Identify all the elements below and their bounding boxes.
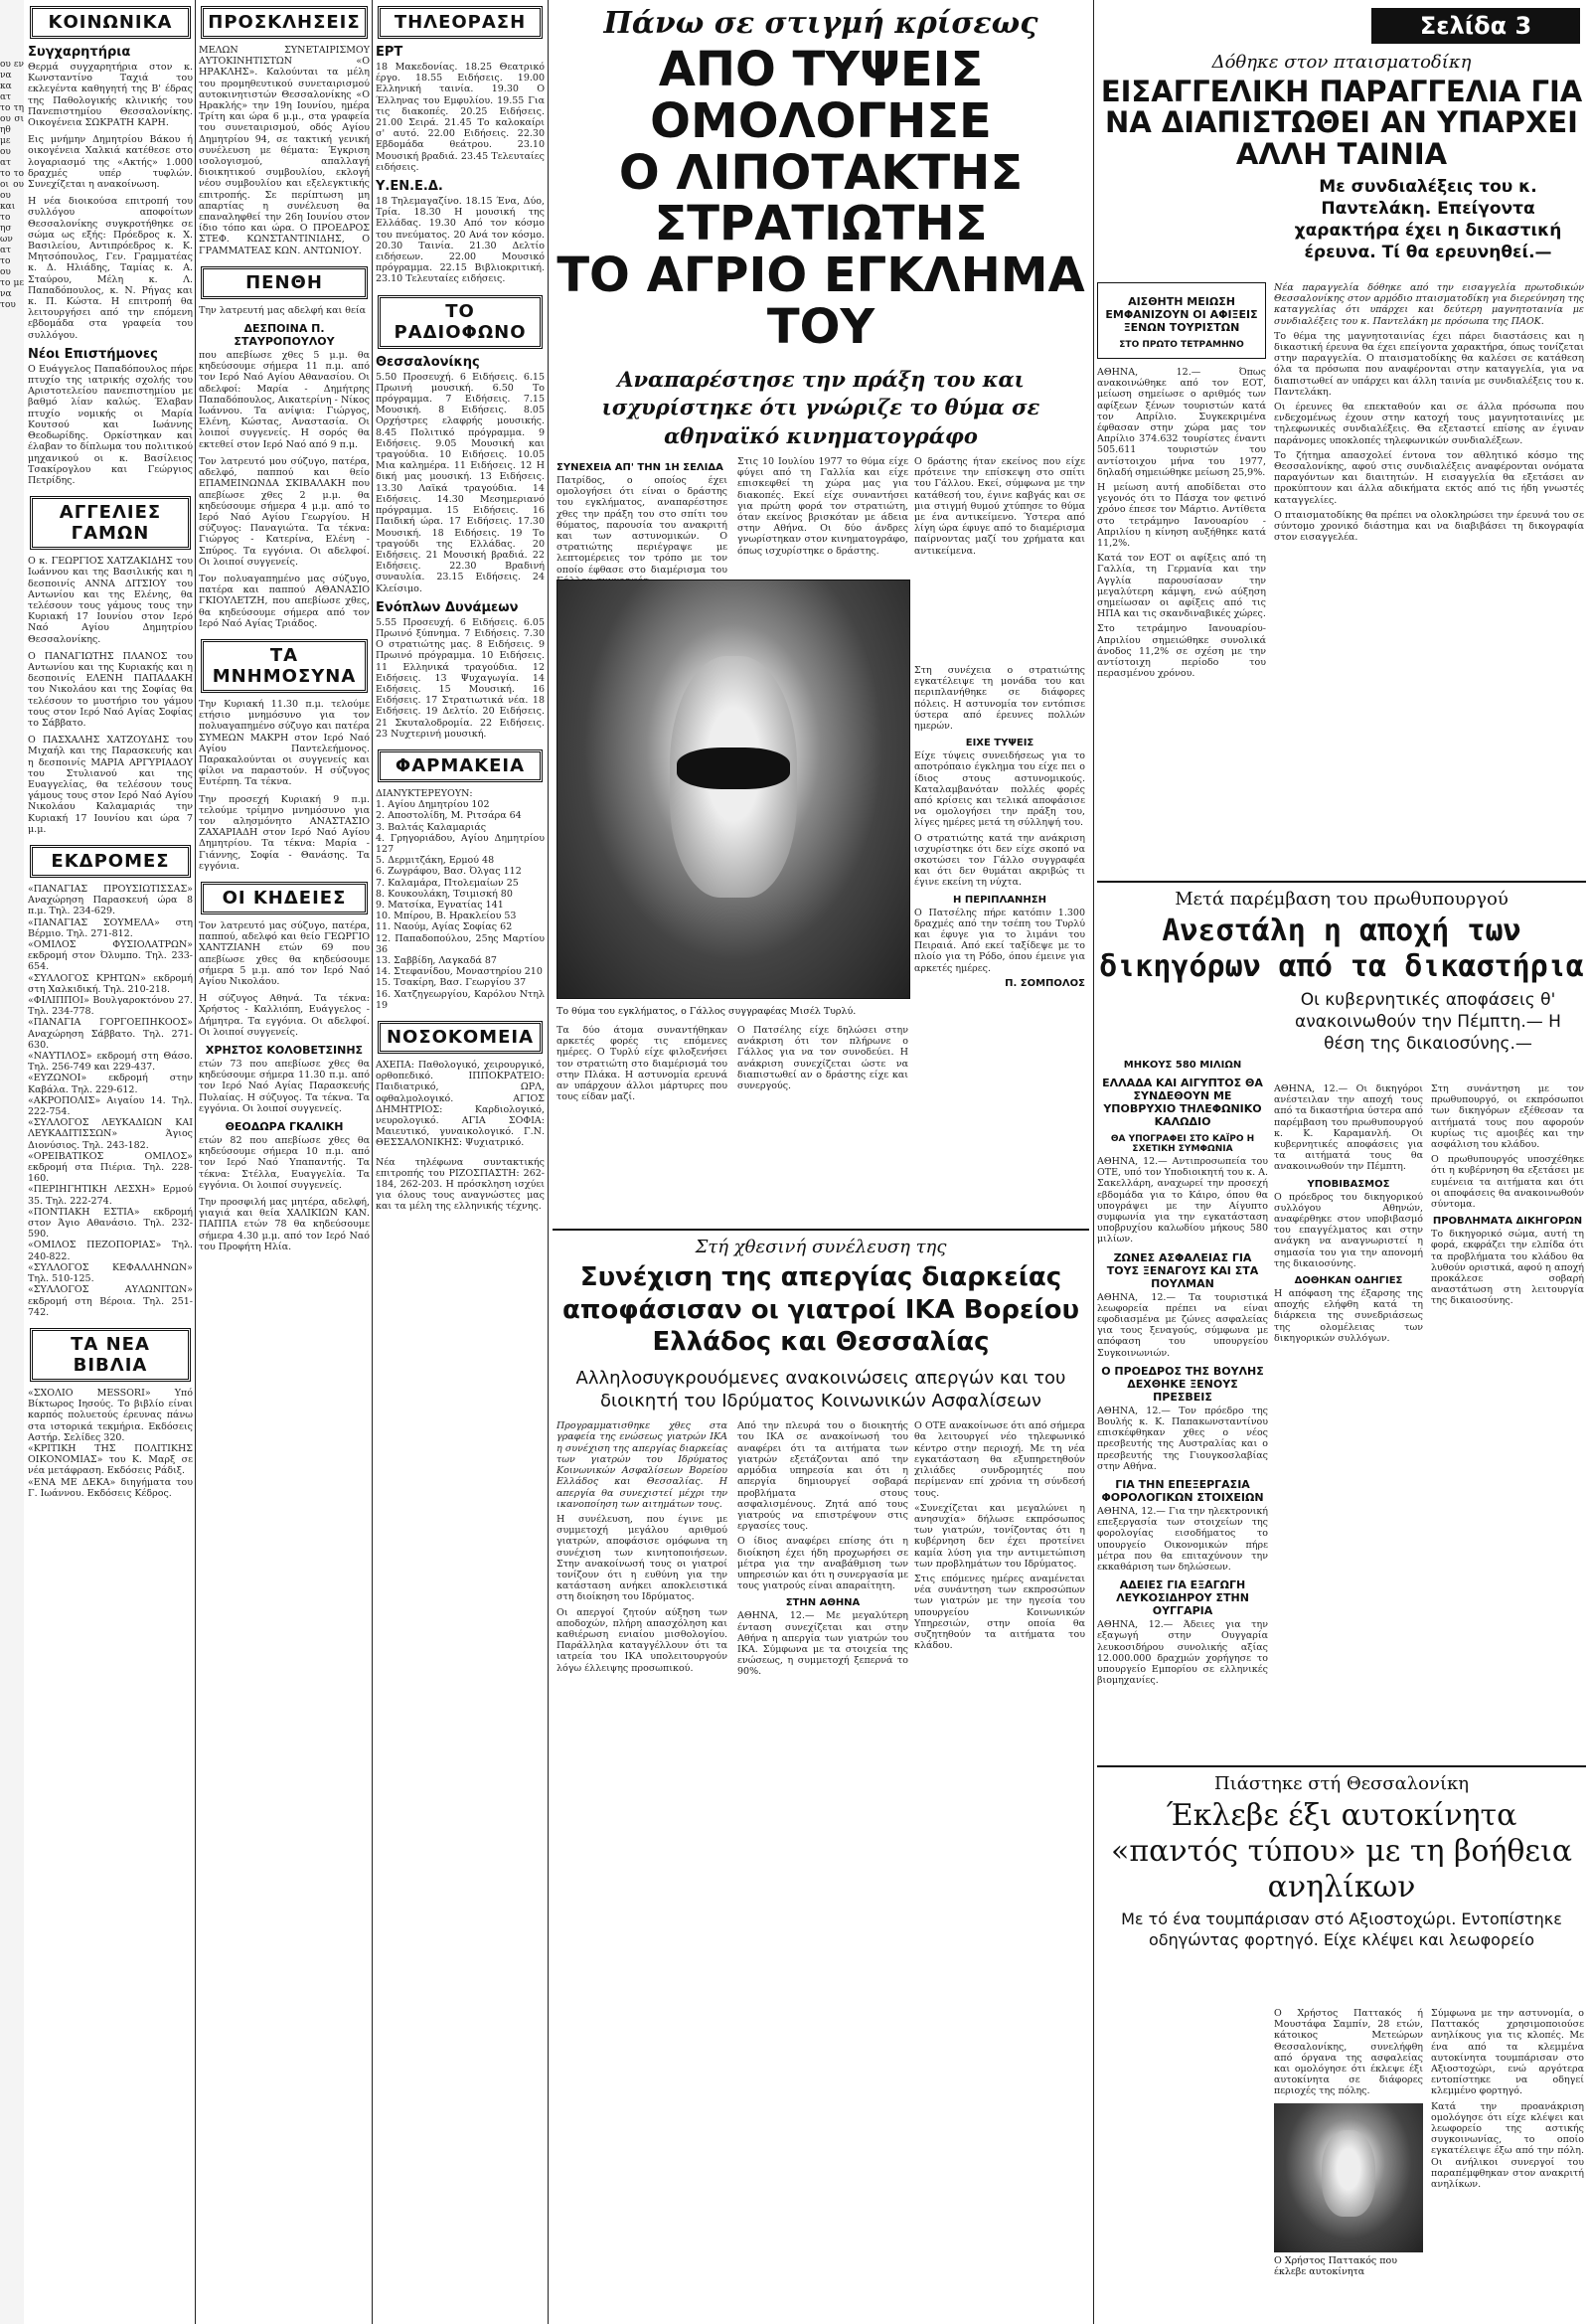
section-hospitals: ΝΟΣΟΚΟΜΕΙΑ — [378, 1021, 543, 1054]
section-excursions: ΕΚΔΡΟΜΕΣ — [30, 845, 191, 878]
lawyers-subhead-1: ΥΠΟΒΙΒΑΣΜΟΣ — [1307, 1178, 1390, 1190]
short-title-3: Ο ΠΡΟΕΔΡΟΣ ΤΗΣ ΒΟΥΛΗΣ ΔΕΧΘΗΚΕ ΞΕΝΟΥΣ ΠΡΕΣΒΕΙΣ — [1101, 1364, 1264, 1404]
ika-deck: Αλληλοσυγκρουόμενες ανακοινώσεις απεργών και του διοικητή του Ιδρύματος Κοινωνικών Ασφαλίσεων — [575, 1367, 1066, 1411]
main-headline-line-2: Ο ΛΙΠΟΤΑΚΤΗΣ ΣΤΡΑΤΙΩΤΗΣ — [618, 144, 1024, 252]
short-title-1c: ΘΑ ΥΠΟΓΡΑΦΕΙ ΣΤΟ ΚΑΪΡΟ Η ΣΧΕΤΙΚΗ ΣΥΜΦΩΝΙΑ — [1110, 1134, 1255, 1154]
continued-label: ΣΥΝΕΧΕΙΑ ΑΠ' ΤΗΝ 1Η ΣΕΛΙΔΑ — [556, 462, 723, 473]
section-television: ΤΗΛΕΟΡΑΣΗ — [378, 6, 543, 39]
short-title-1: ΜΗΚΟΥΣ 580 ΜΙΛΙΩΝ — [1123, 1060, 1242, 1071]
short-title-4: ΓΙΑ ΤΗΝ ΕΠΕΞΕΡΓΑΣΙΑ ΦΟΡΟΛΟΓΙΚΩΝ ΣΤΟΙΧΕΙΩΝ — [1101, 1478, 1264, 1505]
obituary-name-3: ΘΕΟΔΩΡΑ ΓΚΑΛΙΚΗ — [225, 1120, 344, 1134]
car-thief-story: Πιάστηκε στή Θεσσαλονίκη Έκλεβε έξι αυτοκίνητα «παντός τύπου» με τη βοήθεια ανηλίκων Με τό ένα τουμπάρισαν στό Αξιοστοχώρι. Εντοπίστηκε οδηγώντας φορτηγό. Είχε κλέψει και λεωφορείο Ο Χρήστος Παττακός ή Μουστάφα Σαμπίν, 28 ετών, κάτοικος Μετεώρων Θεσσαλονίκης, συνελήφθη από όργανα της ασφαλείας και ομολόγησε ότι έκλεψε έξι αυτοκίνητα σε διάφορες περιοχές της πόλης. Ο Χρήστος Παττακός που έκλεβε αυτοκίνητα Σύμφωνα με την αστυνομία, ο Παττακός χρησιμοποιούσε ανηλίκους για τις κλοπές. Με ένα από τα κλεμμένα αυτοκίνητα τουμπάρισαν στο Αξιοστοχώρι, ενώ αργότερα εντοπίστηκε να οδηγεί κλεμμένο φορτηγό. Κατά την προανάκριση ομολόγησε ότι είχε κλέψει και λεωφορείο της αστικής συγκοινωνίας, το οποίο εγκατέλειψε έξω από την πόλη. Οι ανήλικοι συνεργοί του παραπέμφθηκαν στον ανακριτή ανηλίκων. — [1097, 1759, 1586, 2324]
prosecutor-headline: ΕΙΣΑΓΓΕΛΙΚΗ ΠΑΡΑΓΓΕΛΙΑ ΓΙΑ ΝΑ ΔΙΑΠΙΣΤΩΘΕΙ ΑΝ ΥΠΑΡΧΕΙ ΑΛΛΗ ΤΑΙΝΙΑ — [1100, 75, 1583, 171]
short-news-column: ΜΗΚΟΥΣ 580 ΜΙΛΙΩΝ ΕΛΛΑΔΑ ΚΑΙ ΑΙΓΥΠΤΟΣ ΘΑ ΣΥΝΔΕΘΟΥΝ ΜΕ ΥΠΟΒΡΥΧΙΟ ΤΗΛΕΦΩΝΙΚΟ ΚΑΛΩΔΙΟ ΘΑ ΥΠΟΓΡΑΦΕΙ ΣΤΟ ΚΑΪΡΟ Η ΣΧΕΤΙΚΗ ΣΥΜΦΩΝΙΑ ΑΘΗΝΑ, 12.— Αντιπροσωπεία του ΟΤΕ, υπό τον Υποδιοικητή του κ. Α. Σακελλάρη, αναχωρεί την προσεχή εβδομάδα για το Κάιρο, όπου θα υπογράψει με την Αίγυπτο συμφωνία για την εγκατάσταση υποβρυχίου καλωδίου μήκους 580 μιλίων. ΖΩΝΕΣ ΑΣΦΑΛΕΙΑΣ ΓΙΑ ΤΟΥΣ ΞΕΝΑΓΟΥΣ ΚΑΙ ΣΤΑ ΠΟΥΛΜΑΝ ΑΘΗΝΑ, 12.— Τα τουριστικά λεωφορεία πρέπει να είναι εφοδιασμένα με ζώνες ασφαλείας για τους ξεναγούς, σύμφωνα με απόφαση του υπουργείου Συγκοινωνιών. Ο ΠΡΟΕΔΡΟΣ ΤΗΣ ΒΟΥΛΗΣ ΔΕΧΘΗΚΕ ΞΕΝΟΥΣ ΠΡΕΣΒΕΙΣ ΑΘΗΝΑ, 12.— Τον πρόεδρο της Βουλής κ. Κ. Παπακωνσταντίνου επισκέφθηκαν χθες ο νέος πρεσβευτής της Αυστραλίας και ο πρεσβευτής της Γιουγκοσλαβίας στην Αθήνα. ΓΙΑ ΤΗΝ ΕΠΕΞΕΡΓΑΣΙΑ ΦΟΡΟΛΟΓΙΚΩΝ ΣΤΟΙΧΕΙΩΝ ΑΘΗΝΑ, 12.— Για την ηλεκτρονική επεξεργασία των στοιχείων της φορολογίας εισοδήματος το υπουργείο Οικονομικών πήρε μέτρα που θα επιταχύνουν την εκκαθάριση των δηλώσεων. ΑΔΕΙΕΣ ΓΙΑ ΕΞΑΓΩΓΗ ΛΕΥΚΟΣΙΔΗΡΟΥ ΣΤΗΝ ΟΥΓΓΑΡΙΑ ΑΘΗΝΑ, 12.— Άδειες για την εξαγωγή στην Ουγγαρία λευκοσιδήρου συνολικής αξίας 12.000.000 δραχμών χορήγησε το υπουργείο Εμπορίου σε ελληνικές βιομηχανίες. — [1097, 1060, 1268, 1687]
column-rule — [372, 0, 373, 2324]
byline: Π. ΣΟΜΠΟΛΟΣ — [1005, 977, 1085, 989]
subhead-wandering: Η ΠΕΡΙΠΛΑΝΗΣΗ — [953, 894, 1046, 906]
column-rule — [195, 0, 196, 2324]
cutoff-column: ου εν να κα ατ το τη ου σι ηθ με ου ατ το το οι ου ου και το ησ ων ατ το ου το με να του — [0, 0, 24, 2324]
invitations-column: ΠΡΟΣΚΛΗΣΕΙΣ ΜΕΛΩΝ ΣΥΝΕΤΑΙΡΙΣΜΟΥ ΑΥΤΟΚΙΝΗΤΙΣΤΩΝ «Ο ΗΡΑΚΛΗΣ». Καλούνται τα μέλη του προμηθευτικού συνεταιρισμού αυτοκινητιστών Θεσσαλονίκης «Ο Ηρακλής» την 19η Ιουνίου, ημέρα Τρίτη και ώρα 6 μ.μ., στα γραφεία του συνεταιρισμού, οδός Αγίου Δημητρίου 94, σε τακτική γενική συνέλευση με θέματα: Έγκριση ισολογισμού, απαλλαγή διοικητικού συμβουλίου, εκλογή νέου συμβουλίου και εξελεγκτικής επιτροπής. Σε περίπτωση μη απαρτίας η συνέλευση θα επαναληφθεί την 26η Ιουνίου στον ίδιο τόπο και ώρα. Ο ΠΡΟΕΔΡΟΣ ΣΤΕΦ. ΚΩΝΣΤΑΝΤΙΝΙΔΗΣ, Ο ΓΡΑΜΜΑΤΕΑΣ ΚΩΝ. ΑΝΤΩΝΙΟΥ. ΠΕΝΘΗ Την λατρευτή μας αδελφή και θεία ΔΕΣΠΟΙΝΑ Π. ΣΤΑΥΡΟΠΟΥΛΟΥ που απεβίωσε χθες 5 μ.μ. θα κηδεύσουμε σήμερα 11 π.μ. από τον Ιερό Ναό Αγίου Αθανασίου. Οι αδελφοί: Μαρία - Δημήτρης Παπαδόπουλος, Αικατερίνη - Νίκος Ιωάννου. Τα ανίψια: Γιώργος, Ελένη, Κώστας, Αναστασία. Οι λοιποί συγγενείς. Η σορός θα εκτεθεί στον Ιερό Ναό από 9 π.μ. Τον λατρευτό μου σύζυγο, πατέρα, αδελφό, παππού και θείο ΕΠΑΜΕΙΝΩΝΔΑ ΣΚΙΒΑΛΑΚΗ που απεβίωσε χθες 2 μ.μ. θα κηδεύσουμε σήμερα 4 μ.μ. από το Ιερό Ναό Αγίου Γεωργίου. Η σύζυγος: Παναγιώτα. Τα τέκνα: Γιώργος - Κατερίνα, Ελένη - Σπύρος. Τα εγγόνια. Οι αδελφοί. Οι λοιποί συγγενείς. Τον πολυαγαπημένο μας σύζυγο, πατέρα και παππού ΑΘΑΝΑΣΙΟ ΓΚΙΟΥΛΕΤΖΗ, που απεβίωσε χθες, θα κηδεύσουμε σήμερα από τον Ιερό Ναό Αγίας Τριάδος. ΤΑ ΜΝΗΜΟΣΥΝΑ Την Κυριακή 11.30 π.μ. τελούμε ετήσιο μνημόσυνο για τον πολυαγαπημένο σύζυγο και πατέρα ΣΥΜΕΩΝ ΜΑΚΡΗ στον Ιερό Ναό Αγίου Παντελεήμονος. Παρακαλούνται οι συγγενείς και φίλοι να παραστούν. Η σύζυγος Ευτέρπη. Τα τέκνα. Την προσεχή Κυριακή 9 π.μ. τελούμε τρίμηνο μνημόσυνο για τον αλησμόνητο ΑΝΑΣΤΑΣΙΟ ΖΑΧΑΡΙΑΔΗ στον Ιερό Ναό Αγίου Δημητρίου. Τα τέκνα: Μαρία - Γιάννης, Σοφία - Θανάσης. Τα εγγόνια. ΟΙ ΚΗΔΕΙΕΣ Τον λατρευτό μας σύζυγο, πατέρα, παππού, αδελφό και θείο ΓΕΩΡΓΙΟ ΧΑΝΤΖΙΑΝΗ ετών 69 που απεβίωσε χθες θα κηδεύσουμε σήμερα 5 μ.μ. από τον Ιερό Ναό Αγίου Νικολάου. Η σύζυγος Αθηνά. Τα τέκνα: Χρήστος - Καλλιόπη, Ευάγγελος - Δήμητρα. Τα εγγόνια. Οι αδελφοί. Οι λοιποί συγγενείς. ΧΡΗΣΤΟΣ ΚΟΛΟΒΕΤΣΙΝΗΣ ετών 73 που απεβίωσε χθες θα κηδεύσουμε σήμερα 11.30 π.μ. από τον Ιερό Ναό Αγίας Παρασκευής Πυλαίας. Η σύζυγος. Τα τέκνα. Τα εγγόνια. Οι λοιποί συγγενείς. ΘΕΟΔΩΡΑ ΓΚΑΛΙΚΗ ετών 82 που απεβίωσε χθες θα κηδεύσουμε σήμερα 10 π.μ. από τον Ιερό Ναό Υπαπαντής. Τα τέκνα: Στέλλα, Ευαγγελία. Τα εγγόνια. Οι λοιποί συγγενείς. Την προσφιλή μας μητέρα, αδελφή, γιαγιά και θεία ΧΑΛΙΚΙΩΝ ΚΑΝ. ΠΑΠΠΑ ετών 78 θα κηδεύσουμε σήμερα 4.30 μ.μ. από τον Ιερό Ναό του Προφήτη Ηλία. — [199, 0, 370, 2324]
section-weddings: ΑΓΓΕΛΙΕΣ ΓΑΜΩΝ — [30, 496, 191, 550]
subhead-yened: Υ.ΕΝ.Ε.Δ. — [376, 179, 443, 195]
section-funerals: ΟΙ ΚΗΔΕΙΕΣ — [201, 882, 368, 914]
section-invitations: ΠΡΟΣΚΛΗΣΕΙΣ — [201, 6, 368, 39]
victim-photo — [556, 580, 910, 999]
lawyers-kicker: Μετά παρέμβαση του πρωθυπουργού — [1175, 889, 1509, 910]
lawyers-headline: Ανεστάλη η αποχή των δικηγόρων από τα δικαστήρια — [1099, 913, 1584, 984]
tourists-box-sub: ΣΤΟ ΠΡΩΤΟ ΤΕΤΡΑΜΗΝΟ — [1119, 340, 1244, 350]
thief-photo — [1274, 2103, 1423, 2252]
short-title-1b: ΕΛΛΑΔΑ ΚΑΙ ΑΙΓΥΠΤΟΣ ΘΑ ΣΥΝΔΕΘΟΥΝ ΜΕ ΥΠΟΒΡΥΧΙΟ ΤΗΛΕΦΩΝΙΚΟ ΚΑΛΩΔΙΟ — [1102, 1077, 1263, 1128]
lawyers-story: Μετά παρέμβαση του πρωθυπουργού Ανεστάλη η αποχή των δικηγόρων από τα δικαστήρια Οι κυβερνητικές αποφάσεις θ' ανακοινωθούν την Πέμπτη.— Η θέση της δικαιοσύνης.— ΑΘΗΝΑ, 12.— Οι δικηγόροι ανέστειλαν την αποχή τους από τα δικαστήρια ύστερα από παρέμβαση του πρωθυπουργού κ. Κ. Καραμανλή. Οι κυβερνητικές αποφάσεις για τα αιτήματά τους θα ανακοινωθούν την Πέμπτη. ΥΠΟΒΙΒΑΣΜΟΣ Ο πρόεδρος του δικηγορικού συλλόγου Αθηνών, αναφέρθηκε στον υποβιβασμό του επαγγέλματος και στην ανάγκη να αναγνωριστεί η σημασία του για την απονομή της δικαιοσύνης. ΔΟΘΗΚΑΝ ΟΔΗΓΙΕΣ Η απόφαση της έξαρσης της αποχής ελήφθη κατά τη διάρκεια της συνεδριάσεως της ολομέλειας των δικηγορικών συλλόγων. Στη συνάντηση με τον πρωθυπουργό, οι εκπρόσωποι των δικηγόρων εξέθεσαν τα αιτήματά τους που αφορούν κυρίως τις αμοιβές και την ασφάλιση του κλάδου. Ο πρωθυπουργός υποσχέθηκε ότι η κυβέρνηση θα εξετάσει με ευμένεια τα αιτήματα και ότι οι αποφάσεις θα ανακοινωθούν σύντομα. ΠΡΟΒΛΗΜΑΤΑ ΔΙΚΗΓΟΡΩΝ Το δικηγορικό σώμα, αυτή τη φορά, εκφράζει την ελπίδα ότι τα προβλήματα του κλάδου θα λυθούν οριστικά, αφού η αποχή προκάλεσε σοβαρή αναστάτωση στη λειτουργία της δικαιοσύνης. — [1097, 875, 1586, 1749]
prosecutor-story: Δόθηκε στον πταισματοδίκη ΕΙΣΑΓΓΕΛΙΚΗ ΠΑΡΑΓΓΕΛΙΑ ΓΙΑ ΝΑ ΔΙΑΠΙΣΤΩΘΕΙ ΑΝ ΥΠΑΡΧΕΙ ΑΛΛΗ ΤΑΙΝΙΑ Με συνδιαλέξεις του κ. Παντελάκη. Επείγοντα χαρακτήρα έχει η δικαστική έρευνα. Τί θα ερευνηθεί.— ΑΙΣΘΗΤΗ ΜΕΙΩΣΗ ΕΜΦΑΝΙΖΟΥΝ ΟΙ ΑΦΙΞΕΙΣ ΞΕΝΩΝ ΤΟΥΡΙΣΤΩΝ ΣΤΟ ΠΡΩΤΟ ΤΕΤΡΑΜΗΝΟ ΑΘΗΝΑ, 12.— Όπως ανακοινώθηκε από τον ΕΟΤ, μείωση σημείωσε ο αριθμός των αφίξεων ξένων τουριστών κατά τον Απρίλιο. Συγκεκριμένα έφθασαν στην χώρα μας τον Απρίλιο 374.632 τουρίστες έναντι 505.611 τουριστών του αντίστοιχου μήνα του 1977, δηλαδή σημειώθηκε μείωση 25,9%. Η μείωση αυτή αποδίδεται στο γεγονός ότι το Πάσχα τον φετινό χρόνο έπεσε τον Μάρτιο. Αντίθετα στο τετράμηνο Ιανουαρίου - Απριλίου η κίνηση αυξήθηκε κατά 11,2%. Κατά τον ΕΟΤ οι αφίξεις από τη Γαλλία, τη Γερμανία και την Αγγλία παρουσίασαν την μεγαλύτερη κάμψη, ενώ αύξηση σημείωσαν οι αφίξεις από τις ΗΠΑ και τις σκανδιναβικές χώρες. Στο τετράμηνο Ιανουαρίου-Απριλίου σημειώθηκε συνολικά άνοδος 11,2% σε σχέση με την αντίστοιχη περίοδο του περασμένου χρόνου. Νέα παραγγελία δόθηκε από την εισαγγελία πρωτοδικών Θεσσαλονίκης στον αρμόδιο πταισματοδίκη για διερεύνηση της καταγγελίας ότι υπάρχει και δεύτερη μαγνητοταινία με συνδιαλέξεις του κ. Παντελάκη με πρόσωπα της ΠΑΟΚ. Το θέμα της μαγνητοταινίας έχει πάρει διαστάσεις και η δικαστική έρευνα θα έχει επείγοντα χαρακτήρα, όπως τονίζεται στην παραγγελία. Ο πταισματοδίκης θα καλέσει σε κατάθεση όλα τα πρόσωπα που αναφέρονται στην καταγγελία, για να διαπιστωθεί αν υπάρχει και άλλη ταινία με συνδιαλέξεις του κ. Παντελάκη. Οι έρευνες θα επεκταθούν και σε άλλα πρόσωπα που ενδεχομένως έχουν στην κατοχή τους μαγνητοταινίες με τηλεφωνικές συνδιαλέξεις. Θα εξεταστεί επίσης αν έγιναν παράνομες υποκλοπές τηλεφωνικών συνδιαλέξεων. Το ζήτημα απασχολεί έντονα τον αθλητικό κόσμο της Θεσσαλονίκης, αφού στις συνδιαλέξεις αναφέρονται ονόματα παραγόντων και διαιτητών. Η εισαγγελία θα εξετάσει αν προκύπτουν και άλλα αδικήματα εκτός από τις ήδη γνωστές καταγγελίες. Ο πταισματοδίκης θα πρέπει να ολοκληρώσει την έρευνά του σε σύντομο χρονικό διάστημα και να διαβιβάσει τη δικογραφία στον εισαγγελέα. — [1097, 52, 1584, 680]
main-headline-line-1: ΑΠΟ ΤΥΨΕΙΣ ΟΜΟΛΟΓΗΣΕ — [650, 42, 992, 149]
main-headline-line-3: ΤΟ ΑΓΡΙΟ ΕΓΚΛΗΜΑ ΤΟΥ — [556, 248, 1085, 356]
section-pharmacies: ΦΑΡΜΑΚΕΙΑ — [378, 749, 543, 782]
tv-radio-column: ΤΗΛΕΟΡΑΣΗ ΕΡΤ 18 Μακεδονίας. 18.25 Θεατρικό έργο. 18.55 Ειδήσεις. 19.00 Ελληνική ταινία. 19.30 Ο Έλληνας του Εμφυλίου. 19.55 Για τις διακοπές. 20.25 Ειδήσεις. 21.00 Σειρά. 21.45 Το καλοκαίρι σ' αυτό. 22.00 Ειδήσεις. 22.30 Εβδομάδα θεάτρου. 23.10 Μουσική βραδιά. 23.45 Τελευταίες ειδήσεις. Υ.ΕΝ.Ε.Δ. 18 Τηλεμαγαζίνο. 18.15 Ένα, Δύο, Τρία. 18.30 Η μουσική της Ελλάδας. 19.30 Από τον κόσμο του πνεύματος. 20 Ανά τον κόσμο. 20.30 Ταινία. 21.30 Δελτίο ειδήσεων. 22.00 Μουσικό πρόγραμμα. 22.15 Βιβλιοκριτική. 23.10 Τελευταίες ειδήσεις. ΤΟ ΡΑΔΙΟΦΩΝΟ Θεσσαλονίκης 5.50 Προσευχή. 6 Ειδήσεις. 6.15 Πρωινή μουσική. 6.50 Το πρόγραμμα. 7 Ειδήσεις. 7.15 Μουσική. 8 Ειδήσεις. 8.05 Ορχήστρες ελαφρής μουσικής. 8.45 Πολιτικό πρόγραμμα. 9 Ειδήσεις. 9.05 Μουσική και τραγούδια. 10 Ειδήσεις. 10.05 Μια καλημέρα. 11 Ειδήσεις. 12 Η δική μας μουσική. 13 Ειδήσεις. 13.30 Λαϊκά τραγούδια. 14 Ειδήσεις. 14.30 Μεσημεριανό πρόγραμμα. 15 Ειδήσεις. 16 Παιδική ώρα. 17 Ειδήσεις. 17.30 Μουσική. 18 Ειδήσεις. 19 Το τραγούδι της Ελλάδας. 20 Ειδήσεις. 21 Μουσική βραδιά. 22 Ειδήσεις. 22.30 Βραδινή συναυλία. 23.15 Ειδήσεις. 24 Κλείσιμο. Ενόπλων Δυνάμεων 5.55 Προσευχή. 6 Ειδήσεις. 6.05 Πρωινό ξύπνημα. 7 Ειδήσεις. 7.30 Ο στρατιώτης μας. 8 Ειδήσεις. 9 Πρωινό πρόγραμμα. 10 Ειδήσεις. 11 Ελληνικά τραγούδια. 12 Ειδήσεις. 13 Ψυχαγωγία. 14 Ειδήσεις. 15 Μουσική. 16 Ειδήσεις. 17 Στρατιωτικά νέα. 18 Ειδήσεις. 19 Δελτίο. 20 Ειδήσεις. 21 Σκυταλοδρομία. 22 Ειδήσεις. 23 Νυχτερινή μουσική. ΦΑΡΜΑΚΕΙΑ ΔΙΑΝΥΚΤΕΡΕΥΟΥΝ: 1. Αγίου Δημητρίου 102 2. Αποστολίδη, Μ. Ριτσάρα 64 3. Βαλτάς Καλαμαριάς 4. Γρηγοριάδου, Αγίου Δημητρίου 127 5. Δερμιτζάκη, Ερμού 48 6. Ζωγράφου, Βασ. Όλγας 112 7. Καλαμάρα, Πτολεμαίων 25 8. Κουκουλάκη, Τσιμισκή 80 9. Ματσίκα, Εγνατίας 141 10. Μπίρου, Β. Ηρακλείου 53 11. Ναούμ, Αγίας Σοφίας 62 12. Παπαδοπούλου, 25ης Μαρτίου 36 13. Σαββίδη, Λαγκαδά 87 14. Στεφανίδου, Μοναστηρίου 210 15. Τσακίρη, Βασ. Γεωργίου 37 16. Χατζηγεωργίου, Καρόλου Ντηλ 19 ΝΟΣΟΚΟΜΕΙΑ ΑΧΕΠΑ: Παθολογικό, χειρουργικό, ορθοπεδικό. ΙΠΠΟΚΡΑΤΕΙΟ: Παιδιατρικό, ΩΡΛ, οφθαλμολογικό. ΑΓΙΟΣ ΔΗΜΗΤΡΙΟΣ: Καρδιολογικό, νευρολογικό. ΑΓΙΑ ΣΟΦΙΑ: Μαιευτικό, γυναικολογικό. Γ.Ν. ΘΕΣΣΑΛΟΝΙΚΗΣ: Ψυχιατρικό. Νέα τηλέφωνα συντακτικής επιτροπής του ΡΙΖΟΣΠΑΣΤΗ: 262-184, 262-203. Η πρόσκληση ισχύει για όλους τους αναγνώστες μας και τα μέλη της ελληνικής τέχνης. — [376, 0, 545, 2324]
prosecutor-deck: Με συνδιαλέξεις του κ. Παντελάκη. Επείγοντα χαρακτήρα έχει η δικαστική έρευνα. Τί θα ερευνηθεί.— — [1294, 176, 1562, 263]
thief-deck: Με τό ένα τουμπάρισαν στό Αξιοστοχώρι. Εντοπίστηκε οδηγώντας φορτηγό. Είχε κλέψει και λεωφορείο — [1121, 1909, 1562, 1949]
ika-story: Στή χθεσινή συνέλευση της Συνέχιση της απεργίας διαρκείας αποφάσισαν οι γιατροί ΙΚΑ Βορείου Ελλάδος και Θεσσαλίας Αλληλοσυγκρουόμενες ανακοινώσεις απεργών και του διοικητή του Ιδρύματος Κοινωνικών Ασφαλίσεων Προγραμματισθηκε χθες στα γραφεία της ενώσεως γιατρών ΙΚΑ η συνέχιση της απεργίας διαρκείας των γιατρών του Ιδρύματος Κοινωνικών Ασφαλίσεων Βορείου Ελλάδος και Θεσσαλίας. Η απεργία θα συνεχιστεί μέχρι την ικανοποίηση των αιτημάτων τους. Η συνέλευση, που έγινε με συμμετοχή μεγάλου αριθμού γιατρών, αποφάσισε ομόφωνα τη συνέχιση των κινητοποιήσεων. Στην ανακοίνωσή τους οι γιατροί τονίζουν ότι η ευθύνη για την κατάσταση ανήκει αποκλειστικά στη διοίκηση του Ιδρύματος. Οι απεργοί ζητούν αύξηση των αποδοχών, πλήρη απασχόληση και καθιέρωση ενιαίου μισθολογίου. Παράλληλα καταγγέλλουν ότι τα ιατρεία του ΙΚΑ υπολειτουργούν λόγω έλλειψης προσωπικού. Από την πλευρά του ο διοικητής του ΙΚΑ σε ανακοίνωσή του αναφέρει ότι τα αιτήματα των γιατρών εξετάζονται από την αρμόδια υπηρεσία και ότι η απεργία δημιουργεί σοβαρά προβλήματα στους ασφαλισμένους. Ζητά από τους γιατρούς να επιστρέψουν στις εργασίες τους. Ο ίδιος αναφέρει επίσης ότι η διοίκηση έχει ήδη προχωρήσει σε μέτρα για την αναβάθμιση των υπηρεσιών και ότι η συνεργασία με τους γιατρούς είναι απαραίτητη. ΣΤΗΝ ΑΘΗΝΑ ΑΘΗΝΑ, 12.— Με μεγαλύτερη ένταση συνεχίζεται και στην Αθήνα η απεργία των γιατρών του ΙΚΑ. Σύμφωνα με τα στοιχεία της ενώσεως, η συμμετοχή ξεπερνά το 90%. Ο ΟΤΕ ανακοίνωσε ότι από σήμερα θα λειτουργεί νέο τηλεφωνικό κέντρο στην περιοχή. Με τη νέα εγκατάσταση θα εξυπηρετηθούν χιλιάδες συνδρομητές που περίμεναν επί χρόνια τη σύνδεσή τους. «Συνεχίζεται και μεγαλώνει η ανησυχία» δήλωσε εκπρόσωπος των γιατρών, τονίζοντας ότι η κυβέρνηση δεν έχει προτείνει καμία λύση για την αντιμετώπιση των προβλημάτων του Ιδρύματος. Στις επόμενες ημέρες αναμένεται νέα συνάντηση των εκπροσώπων των γιατρών με την ηγεσία του υπουργείου Κοινωνικών Υπηρεσιών, στην οποία θα συζητηθούν τα αιτήματα του κλάδου. — [553, 1223, 1089, 2324]
social-column: ΚΟΙΝΩΝΙΚΑ Συγχαρητήρια Θερμά συγχαρητήρια στον κ. Κωνσταντίνο Ταχιά του εκλεγέντα καθηγητή της Β' έδρας της Παθολογικής κλινικής του Πανεπιστημίου Θεσσαλονίκης. Οικογένεια ΣΩΚΡΑΤΗ ΚΑΡΗ. Εις μνήμην Δημητρίου Βάκου ή οικογένεια Χαλκιά κατέθεσε στο λογαριασμό της «Ακτής» 1.000 δραχμές υπέρ τυφλών. Συνεχίζεται η ανακοίνωση. Η νέα διοικούσα επιτροπή του συλλόγου αποφοίτων Θεσσαλονίκης συγκροτήθηκε σε σώμα ως εξής: Πρόεδρος κ. Χ. Βασιλείου, Αντιπρόεδρος κ. Κ. Μητσόπουλος, Γεν. Γραμματέας κ. Δ. Ηλιάδης, Ταμίας κ. Α. Σταύρου, Μέλη κ. Λ. Παπαδόπουλος, κ. Ν. Ρήγας και κ. Π. Κώστα. Η επιτροπή θα λειτουργήσει από την επόμενη εβδομάδα στα γραφεία του συλλόγου. Νέοι Επιστήμονες Ο Ευάγγελος Παπαδόπουλος πήρε πτυχίο της ιατρικής σχολής του Αριστοτελείου πανεπιστημίου με βαθμό λίαν καλώς. Έλαβαν πτυχίο νομικής οι Μαρία Κουτσού και Ιωάννης Θεοδωρίδης. Ορκίστηκαν και έλαβαν το δίπλωμα του πολιτικού μηχανικού οι κ. Βασίλειος Τσακίρογλου και Γεώργιος Πετρίδης. ΑΓΓΕΛΙΕΣ ΓΑΜΩΝ Ο κ. ΓΕΩΡΓΙΟΣ ΧΑΤΖΑΚΙΔΗΣ του Ιωάννου και της Βασιλικής και η δεσποινίς ΑΝΝΑ ΔΙΤΣΙΟΥ του Αντωνίου και της Ελένης, θα τελέσουν τους γάμους τους την Κυριακή 17 Ιουνίου στον Ιερό Ναό Αγίου Δημητρίου Θεσσαλονίκης. Ο ΠΑΝΑΓΙΩΤΗΣ ΠΛΑΝΟΣ του Αντωνίου και της Κυριακής και η δεσποινίς ΕΛΕΝΗ ΠΑΠΑΔΑΚΗ του Νικολάου και της Σοφίας θα τελέσουν το μυστήριο του γάμου τους στον Ιερό Ναό Αγίας Σοφίας το Σάββατο. Ο ΠΑΣΧΑΛΗΣ ΧΑΤΖΟΥΔΗΣ του Μιχαήλ και της Παρασκευής και η δεσποινίς ΜΑΡΙΑ ΑΡΓΥΡΙΑΔΟΥ του Στυλιανού και της Ευαγγελίας, θα τελέσουν τους γάμους τους στον Ιερό Ναό Αγίου Νικολάου Καλαμαριάς την Κυριακή 17 Ιουνίου και ώρα 7 μ.μ. ΕΚΔΡΟΜΕΣ «ΠΑΝΑΓΙΑΣ ΠΡΟΥΣΙΩΤΙΣΣΑΣ» Αναχώρηση Παρασκευή ώρα 8 π.μ. Τηλ. 234-629. «ΠΑΝΑΓΙΑΣ ΣΟΥΜΕΛΑ» στη Βέρμιο. Τηλ. 271-812. «ΟΜΙΛΟΣ ΦΥΣΙΟΛΑΤΡΩΝ» εκδρομή στον Όλυμπο. Τηλ. 233-654. «ΣΥΛΛΟΓΟΣ ΚΡΗΤΩΝ» εκδρομή στη Χαλκιδική. Τηλ. 210-218. «ΦΙΛΙΠΠΟΙ» Βουλγαροκτόνου 27. Τηλ. 234-778. «ΠΑΝΑΓΙΑ ΓΟΡΓΟΕΠΗΚΟΟΣ» Αναχώρηση Σάββατο. Τηλ. 271-630. «ΝΑΥΤΙΛΟΣ» εκδρομή στη Θάσο. Τηλ. 256-749 και 229-437. «ΕΥΖΩΝΟΙ» εκδρομή στην Καβάλα. Τηλ. 229-612. «ΑΚΡΟΠΟΛΙΣ» Αιγαίου 14. Τηλ. 222-754. «ΣΥΛΛΟΓΟΣ ΛΕΥΚΑΔΙΩΝ ΚΑΙ ΛΕΥΚΑΔΙΤΙΣΣΩΝ» Άγιος Διονύσιος. Τηλ. 243-182. «ΟΡΕΙΒΑΤΙΚΟΣ ΟΜΙΛΟΣ» εκδρομή στα Πιέρια. Τηλ. 228-160. «ΠΕΡΙΗΓΗΤΙΚΗ ΛΕΣΧΗ» Ερμού 35. Τηλ. 222-274. «ΠΟΝΤΙΑΚΗ ΕΣΤΙΑ» εκδρομή στον Άγιο Αθανάσιο. Τηλ. 232-590. «ΟΜΙΛΟΣ ΠΕΖΟΠΟΡΙΑΣ» Τηλ. 240-822. «ΣΥΛΛΟΓΟΣ ΚΕΦΑΛΛΗΝΩΝ» Τηλ. 510-125. «ΣΥΛΛΟΓΟΣ ΑΥΛΩΝΙΤΩΝ» εκδρομή στη Βέροια. Τηλ. 251-742. ΤΑ ΝΕΑ ΒΙΒΛΙΑ «ΣΧΟΛΙΟ MESSORI» Υπό Βίκτωρος Ιησούς. Το βιβλίο είναι καρπός πολυετούς έρευνας πάνω στα ιστορικά τεκμήρια. Εκδόσεις Αστήρ. Σελίδες 320. «ΚΡΙΤΙΚΗ ΤΗΣ ΠΟΛΙΤΙΚΗΣ ΟΙΚΟΝΟΜΙΑΣ» του Κ. Μαρξ σε νέα μετάφραση. Εκδόσεις Ράδιξ. «ΕΝΑ ΜΕ ΔΕΚΑ» διηγήματα του Γ. Ιωάννου. Εκδόσεις Κέδρος. — [28, 0, 193, 2324]
subhead-ert: ΕΡΤ — [376, 45, 403, 60]
main-story: Πάνω σε στιγμή κρίσεως ΑΠΟ ΤΥΨΕΙΣ ΟΜΟΛΟΓΗΣΕ Ο ΛΙΠΟΤΑΚΤΗΣ ΣΤΡΑΤΙΩΤΗΣ ΤΟ ΑΓΡΙΟ ΕΓΚΛΗΜΑ ΤΟΥ Αναπαρέστησε την πράξη του και ισχυρίστηκε ότι γνώριζε το θύμα σε αθηναϊκό κινηματογράφο ΣΥΝΕΧΕΙΑ ΑΠ' ΤΗΝ 1Η ΣΕΛΙΔΑ Πατρίδος, ο οποίος έχει ομολογήσει ότι είναι ο δράστης του εγκλήματος, αναπαρέστησε χθες την πράξη του στο σπίτι του θύματος, παρουσία του ανακριτή και των αστυνομικών. Ο στρατιώτης περιέγραψε με λεπτομέρειες τον τρόπο με τον οποίο έφθασε στο διαμέρισμα του Στις 10 Ιουλίου 1977 το θύμα είχε φύγει από τη Γαλλία και είχε επισκεφθεί τη χώρα μας για διακοπές. Εκεί είχε συναντήσει για πρώτη φορά τον στρατιώτη, όταν εκείνος βρισκόταν με άδεια στην Αθήνα. Οι δύο άνδρες γνωρίστηκαν στον κινηματογράφο, όπως ισχυρίστηκε ο δράστης. Ο δράστης ήταν εκείνος που είχε πρότεινε την επίσκεψη στο σπίτι του Γάλλου. Εκεί, σύμφωνα με την κατάθεσή του, έγινε καβγάς και σε μια στιγμή θυμού χτύπησε το θύμα με ένα αντικείμενο. Ύστερα από λίγη ώρα έφυγε από το διαμέρισμα παίρνοντας μαζί του χρήματα και αντικείμενα. Το θύμα του εγκλήματος, ο Γάλλος συγγραφέας Μισέλ Τυρλύ. Στη συνέχεια ο στρατιώτης εγκατέλειψε τη μονάδα του και περιπλανήθηκε σε διάφορες πόλεις. Η αστυνομία τον εντόπισε ύστερα από έρευνες πολλών ημερών. ΕΙΧΕ ΤΥΨΕΙΣ Είχε τύψεις συνειδήσεως για το αποτρόπαιο έγκλημα του είχε πει ο ίδιος στους αστυνομικούς. Καταλαμβανόταν πολλές φορές από κρίσεις και τελικά αποφάσισε να ομολογήσει την πράξη του, λίγες ημέρες μετά τη σύλληψή του. Ο στρατιώτης κατά την ανάκριση ισχυρίστηκε ότι δεν είχε σκοπό να σκοτώσει τον Γάλλο συγγραφέα και ότι δεν θυμάται ακριβώς τι έγινε εκείνη τη νύχτα. Η ΠΕΡΙΠΛΑΝΗΣΗ Ο Πατσέλης πήρε κατόπιν 1.300 δραχμές από την τσέπη του Τυρλύ και έφυγε για το λιμάνι του Πειραιά. Από εκεί ταξίδεψε με το πλοίο για τη Ρόδο, όπου έμεινε για αρκετές ημέρες. Π. ΣΟΜΠΟΛΟΣ Τα δύο άτομα συναντήθηκαν αρκετές φορές τις επόμενες ημέρες. Ο Τυρλύ είχε φιλοξενήσει τον στρατιώτη στο διαμέρισμά του στην Πλάκα. Η αστυνομία ερευνά αν υπάρχουν άλλοι μάρτυρες που τους είδαν μαζί. Ο Πατσέλης είχε δηλώσει στην ανάκριση ότι τον πλήρωνε ο Γάλλος για να τον συνοδεύει. Η ανάκριση συνεχίζεται ώστε να διαπιστωθεί αν ο δράστης είχε και συνεργούς. — [553, 0, 1089, 1223]
subhead-remorse: ΕΙΧΕ ΤΥΨΕΙΣ — [965, 738, 1034, 749]
subhead-armed-forces-radio: Ενόπλων Δυνάμεων — [376, 599, 519, 615]
main-deck: Αναπαρέστησε την πράξη του και ισχυρίστηκε ότι γνώριζε το θύμα σε αθηναϊκό κινηματογράφο — [601, 366, 1040, 448]
prosecutor-kicker: Δόθηκε στον πταισματοδίκη — [1211, 52, 1472, 73]
section-social: ΚΟΙΝΩΝΙΚΑ — [30, 6, 191, 39]
short-title-5: ΑΔΕΙΕΣ ΓΙΑ ΕΞΑΓΩΓΗ ΛΕΥΚΟΣΙΔΗΡΟΥ ΣΤΗΝ ΟΥΓΓΑΡΙΑ — [1116, 1578, 1249, 1618]
section-new-books: ΤΑ ΝΕΑ ΒΙΒΛΙΑ — [30, 1328, 191, 1382]
thief-photo-caption: Ο Χρήστος Παττακός που έκλεβε αυτοκίνητα — [1274, 2254, 1398, 2277]
lawyers-deck: Οι κυβερνητικές αποφάσεις θ' ανακοινωθούν την Πέμπτη.— Η θέση της δικαιοσύνης.— — [1295, 990, 1561, 1055]
subhead-new-scientists: Νέοι Επιστήμονες — [28, 346, 158, 362]
lawyers-subhead-3: ΠΡΟΒΛΗΜΑΤΑ ΔΙΚΗΓΟΡΩΝ — [1432, 1216, 1583, 1228]
ika-headline: Συνέχιση της απεργίας διαρκείας αποφάσισαν οι γιατροί ΙΚΑ Βορείου Ελλάδος και Θεσσαλίας — [561, 1262, 1080, 1357]
thief-headline: Έκλεβε έξι αυτοκίνητα «παντός τύπου» με τη βοήθεια ανηλίκων — [1111, 1798, 1572, 1905]
obituary-name-1: ΔΕΣΠΟΙΝΑ Π. ΣΤΑΥΡΟΠΟΥΛΟΥ — [234, 322, 335, 349]
obituary-name-2: ΧΡΗΣΤΟΣ ΚΟΛΟΒΕΤΣΙΝΗΣ — [205, 1044, 364, 1058]
subhead-congrats: Συγχαρητήρια — [28, 45, 131, 60]
subhead-thessaloniki-radio: Θεσσαλονίκης — [376, 354, 480, 370]
section-mourning: ΠΕΝΘΗ — [201, 266, 368, 299]
lawyers-subhead-2: ΔΟΘΗΚΑΝ ΟΔΗΓΙΕΣ — [1294, 1275, 1403, 1287]
ika-subhead-athens: ΣΤΗΝ ΑΘΗΝΑ — [785, 1597, 861, 1609]
photo-caption: Το θύμα του εγκλήματος, ο Γάλλος συγγραφέας Μισέλ Τυρλύ. — [556, 1006, 857, 1017]
thief-kicker: Πιάστηκε στή Θεσσαλονίκη — [1213, 1773, 1470, 1794]
tourists-box-title: ΑΙΣΘΗΤΗ ΜΕΙΩΣΗ ΕΜΦΑΝΙΖΟΥΝ ΟΙ ΑΦΙΞΕΙΣ ΞΕΝΩΝ ΤΟΥΡΙΣΤΩΝ — [1105, 295, 1258, 334]
short-title-2: ΖΩΝΕΣ ΑΣΦΑΛΕΙΑΣ ΓΙΑ ΤΟΥΣ ΞΕΝΑΓΟΥΣ ΚΑΙ ΣΤΑ ΠΟΥΛΜΑΝ — [1106, 1250, 1259, 1290]
column-rule — [1093, 0, 1094, 2324]
column-rule — [548, 0, 549, 2324]
main-kicker: Πάνω σε στιγμή κρίσεως — [603, 6, 1038, 41]
section-radio: ΤΟ ΡΑΔΙΟΦΩΝΟ — [378, 295, 543, 349]
page-number-badge: Σελίδα 3 — [1371, 8, 1580, 44]
ika-kicker: Στή χθεσινή συνέλευση της — [695, 1237, 947, 1257]
section-memorials: ΤΑ ΜΝΗΜΟΣΥΝΑ — [201, 639, 368, 693]
